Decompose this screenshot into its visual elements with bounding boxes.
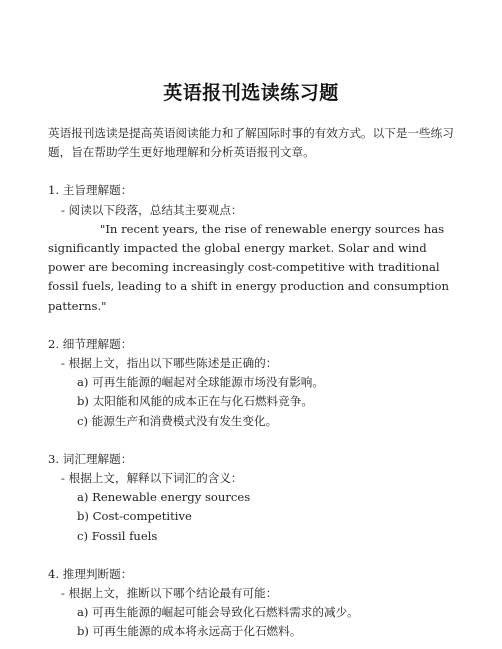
section-task: - 根据上文，解释以下词汇的含义： (61, 471, 243, 486)
quoted-passage: "In recent years, the rise of renewable energy sources has significantly impacted the global energy market. Solar and wind power are becoming increasingly cost-competitive with traditional fossil fuels, leading to a shift in energy production and consumption patterns." (48, 221, 449, 313)
section-heading: 4. 推理判断题： (48, 566, 133, 581)
option-item: b) Cost-competitive (77, 509, 192, 524)
option-item: a) 可再生能源的崛起可能会导致化石燃料需求的减少。 (77, 605, 359, 620)
intro-paragraph: 英语报刊选读是提高英语阅读能力和了解国际时事的有效方式。以下是一些练习题，旨在帮助学生更好地理解和分析英语报刊文章。 (48, 126, 454, 160)
option-item: c) 能源生产和消费模式没有发生变化。 (77, 413, 278, 428)
option-item: b) 太阳能和风能的成本正在与化石燃料竞争。 (77, 394, 313, 409)
option-item: a) 可再生能源的崛起对全球能源市场没有影响。 (77, 375, 324, 390)
option-item: c) Fossil fuels (77, 528, 158, 543)
option-item: a) Renewable energy sources (77, 490, 251, 505)
section-heading: 3. 词汇理解题： (48, 451, 133, 466)
section-task: - 根据上文，指出以下哪些陈述是正确的： (61, 356, 278, 371)
section-task: - 根据上文，推断以下哪个结论最有可能： (61, 586, 278, 601)
option-item: b) 可再生能源的成本将永远高于化石燃料。 (77, 624, 302, 639)
document-title: 英语报刊选读练习题 (163, 82, 339, 104)
section-heading: 2. 细节理解题： (48, 336, 133, 351)
section-detail (48, 335, 462, 431)
section-vocabulary (48, 450, 462, 546)
section-task: - 阅读以下段落，总结其主要观点： (61, 202, 243, 217)
document-body (48, 124, 462, 642)
section-inference (48, 565, 462, 642)
section-heading: 1. 主旨理解题： (48, 183, 133, 198)
section-main-idea (48, 181, 462, 315)
